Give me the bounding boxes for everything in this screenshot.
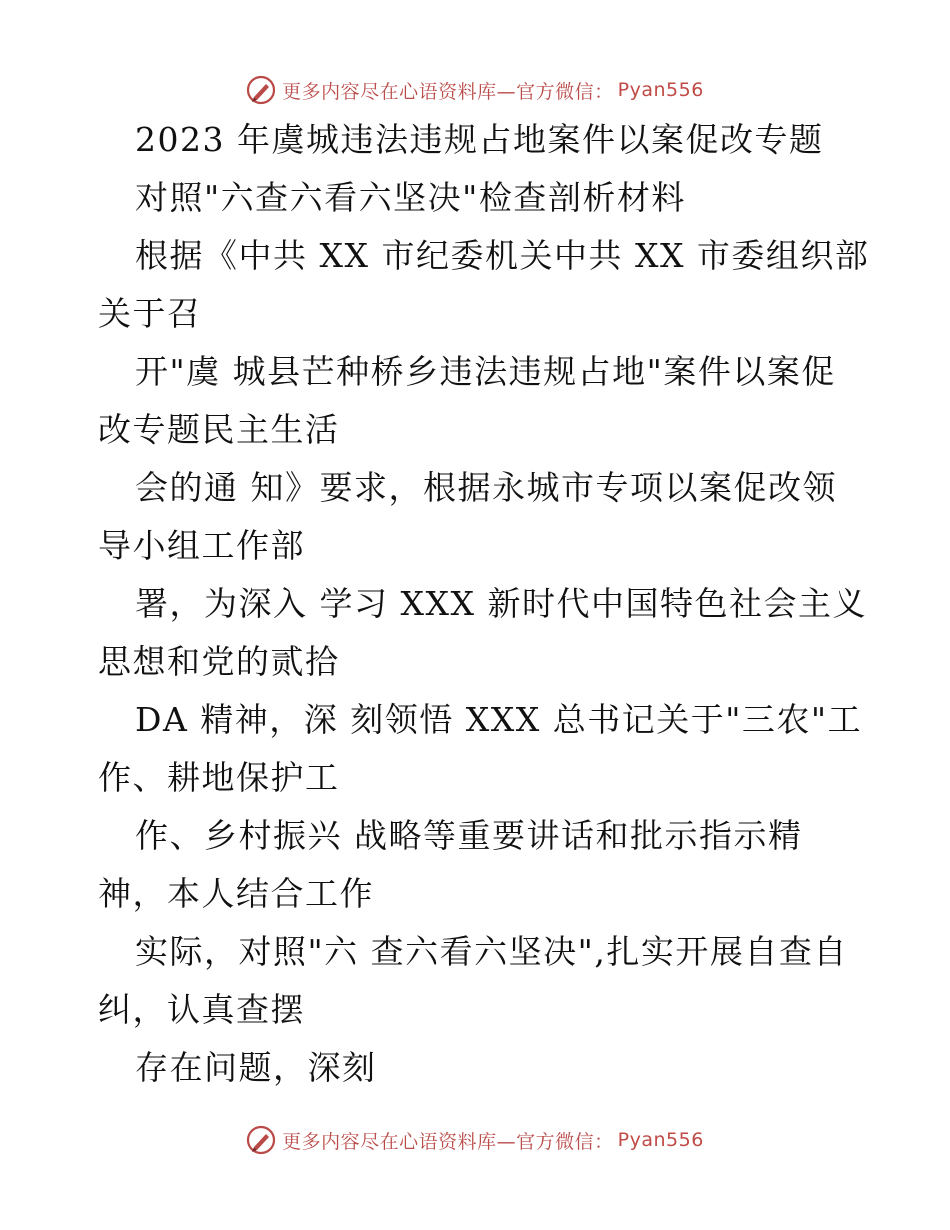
- title-line-2: 对照"六查六看六坚决"检查剖析材料: [135, 178, 686, 217]
- body-line: 导小组工作部: [98, 526, 305, 565]
- title-line-1: 2023 年虞城违法违规占地案件以案促改专题: [135, 120, 824, 159]
- body-line: 存在问题，深刻: [135, 1048, 377, 1087]
- document-body: [98, 120, 870, 1106]
- watermark-wechat-id: Pyan556: [617, 79, 704, 101]
- watermark-wechat-id: Pyan556: [617, 1129, 704, 1151]
- body-line: 作、乡村振兴 战略等重要讲话和批示指示精: [135, 816, 803, 855]
- pen-seal-icon: [246, 75, 276, 105]
- body-line: 神，本人结合工作: [98, 874, 374, 913]
- body-line: 关于召: [98, 294, 202, 333]
- body-line: 实际，对照"六 查六看六坚决",扎实开展自查自: [135, 932, 848, 971]
- body-line: DA 精神，深 刻领悟 XXX 总书记关于"三农"工: [135, 700, 863, 739]
- body-line: 根据《中共 XX 市纪委机关中共 XX 市委组织部: [135, 236, 870, 275]
- footer-watermark: [0, 1120, 950, 1160]
- body-line: 纠，认真查摆: [98, 990, 305, 1029]
- body-line: 思想和党的贰拾: [98, 642, 340, 681]
- pen-seal-icon: [246, 1125, 276, 1155]
- body-line: 开"虞 城县芒种桥乡违法违规占地"案件以案促: [135, 352, 836, 391]
- watermark-text: 更多内容尽在心语资料库—官方微信：: [282, 1130, 614, 1153]
- body-line: 署，为深入 学习 XXX 新时代中国特色社会主义: [135, 584, 867, 623]
- watermark-text: 更多内容尽在心语资料库—官方微信：: [282, 80, 614, 103]
- header-watermark: [0, 70, 950, 110]
- body-line: 会的通 知》要求，根据永城市专项以案促改领: [135, 468, 837, 507]
- body-line: 改专题民主生活: [98, 410, 340, 449]
- body-line: 作、耕地保护工: [98, 758, 340, 797]
